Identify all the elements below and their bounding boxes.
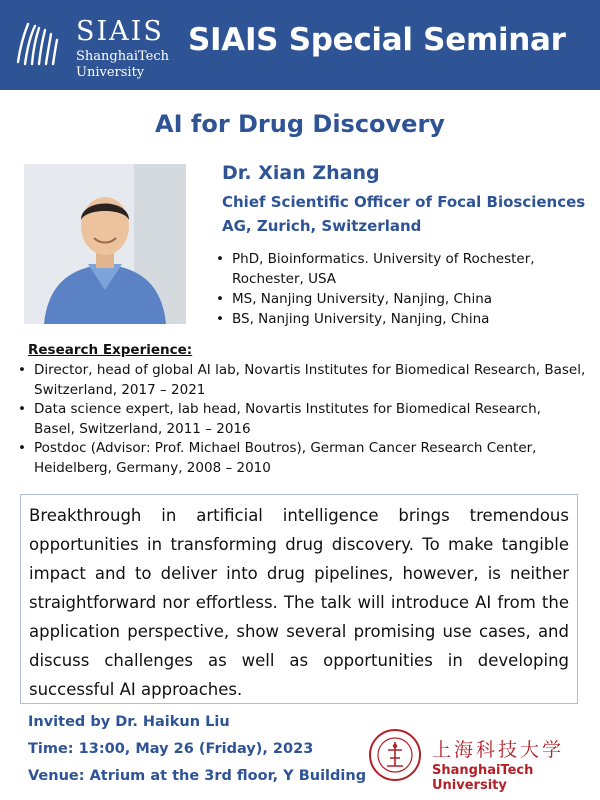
siais-logo-mark-icon [14,18,64,68]
education-item: • PhD, Bioinformatics. University of Rochester, Rochester, USA [214,249,584,289]
speaker-role: Chief Scientific Officer of Focal Biosciences AG, Zurich, Switzerland [222,193,586,235]
siais-logo [14,12,174,78]
event-venue: Venue: Atrium at the 3rd floor, Y Building [28,768,367,784]
experience-item: • Director, head of global AI lab, Novartis Institutes for Biomedical Research, Basel, Switzerland, 2017 – 2021 [16,361,586,400]
event-time: Time: 13:00, May 26 (Friday), 2023 [28,741,314,757]
logo-name: SIAIS [76,16,164,47]
university-name-chinese: 上海科技大学 [432,739,565,761]
seminar-series-title: SIAIS Special Seminar [188,22,566,58]
speaker-portrait-image [24,164,186,324]
experience-item: • Data science expert, lab head, Novartis Institutes for Biomedical Research, Basel, Switzerland, 2011 – 2016 [16,400,586,439]
invited-by: Invited by Dr. Haikun Liu [28,714,230,730]
research-experience-list [16,361,586,478]
education-item: • MS, Nanjing University, Nanjing, China [214,289,584,309]
abstract-text: Breakthrough in artificial intelligence brings tremendous opportunities in transforming drug discovery. To make tangible impact and to deliver into drug pipelines, however, is neither straightforward nor effortless. The talk will introduce AI from the application perspective, show several promising use cases, and discuss challenges as well as opportunities in developing successful AI approaches. [20,494,578,704]
education-list [214,249,584,329]
logo-subtitle-1: ShanghaiTech [76,49,170,64]
talk-title: AI for Drug Discovery [155,110,445,138]
shanghaitech-seal-icon [368,728,422,782]
experience-item: • Postdoc (Advisor: Prof. Michael Boutros), German Cancer Research Center, Heidelberg, Germany, 2008 – 2010 [16,439,586,478]
research-experience-heading: Research Experience: [28,342,193,358]
logo-subtitle-2: University [76,65,145,80]
university-name-english: ShanghaiTech University [432,763,534,793]
speaker-name: Dr. Xian Zhang [222,162,380,184]
education-item: • BS, Nanjing University, Nanjing, China [214,309,584,329]
header-banner [0,0,600,90]
speaker-photo [24,164,186,324]
